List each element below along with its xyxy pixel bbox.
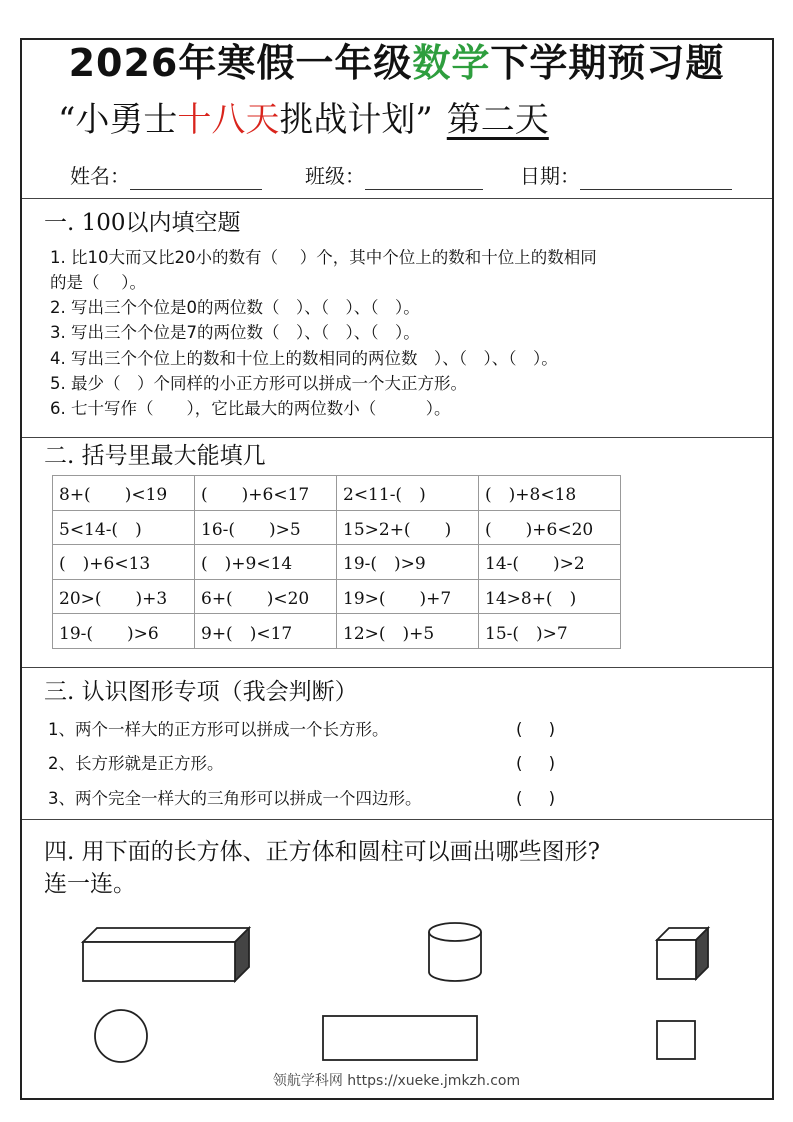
square-icon[interactable] <box>654 1018 698 1062</box>
question-3: 3. 写出三个个位是7的两位数（ ）、（ ）、（ ）。 <box>50 323 420 342</box>
name-field[interactable]: 姓名： <box>70 162 262 190</box>
table-cell[interactable]: ( )+8<18 <box>479 476 621 511</box>
table-cell[interactable]: 5<14-( ) <box>53 510 195 545</box>
table-cell[interactable]: 14>8+( ) <box>479 579 621 614</box>
answer-paren-1[interactable]: ( ) <box>516 720 556 739</box>
section3-title: 三. 认识图形专项（我会判断） <box>44 679 358 705</box>
page-subtitle: “小勇士十八天挑战计划” 第二天 <box>58 100 549 140</box>
table-cell[interactable]: 6+( )<20 <box>195 579 337 614</box>
table-row <box>53 579 621 614</box>
judge-item-2: 2、长方形就是正方形。 <box>48 754 224 773</box>
question-1-cont: 的是（ ）。 <box>50 273 146 292</box>
judge-item-1: 1、两个一样大的正方形可以拼成一个长方形。 <box>48 720 389 739</box>
question-2: 2. 写出三个个位是0的两位数（ ）、（ ）、（ ）。 <box>50 298 420 317</box>
table-row <box>53 545 621 580</box>
inequality-table <box>52 475 621 649</box>
table-cell[interactable]: 9+( )<17 <box>195 614 337 649</box>
cuboid-icon[interactable] <box>80 925 255 985</box>
page-title: 2026年寒假一年级数学下学期预习题 <box>68 41 725 85</box>
table-cell[interactable]: 19-( )>6 <box>53 614 195 649</box>
question-1: 1. 比10大而又比20小的数有（ ）个，其中个位上的数和十位上的数相同 <box>50 248 597 267</box>
cube-icon[interactable] <box>654 925 712 983</box>
rectangle-icon[interactable] <box>320 1013 480 1063</box>
table-cell[interactable]: 19-( )>9 <box>337 545 479 580</box>
watermark: 领航学科网 https://xueke.jmkzh.com <box>272 1073 521 1089</box>
table-cell[interactable]: 2<11-( ) <box>337 476 479 511</box>
table-cell[interactable]: ( )+6<13 <box>53 545 195 580</box>
answer-paren-2[interactable]: ( ) <box>516 754 556 773</box>
question-4: 4. 写出三个个位上的数和十位上的数相同的两位数 ）、（ ）、（ ）。 <box>50 349 558 368</box>
divider <box>22 667 772 668</box>
table-cell[interactable]: 16-( )>5 <box>195 510 337 545</box>
section2-title: 二. 括号里最大能填几 <box>44 443 266 469</box>
table-row <box>53 614 621 649</box>
cylinder-icon[interactable] <box>426 920 486 984</box>
table-cell[interactable]: 15>2+( ) <box>337 510 479 545</box>
table-cell[interactable]: 15-( )>7 <box>479 614 621 649</box>
table-cell[interactable]: ( )+6<17 <box>195 476 337 511</box>
question-5: 5. 最少（ ）个同样的小正方形可以拼成一个大正方形。 <box>50 374 467 393</box>
table-cell[interactable]: 12>( )+5 <box>337 614 479 649</box>
class-field[interactable]: 班级： <box>305 162 483 190</box>
divider <box>22 819 772 820</box>
circle-icon[interactable] <box>92 1007 150 1065</box>
question-6: 6. 七十写作（ ），它比最大的两位数小（ ）。 <box>50 399 451 418</box>
table-cell[interactable]: 20>( )+3 <box>53 579 195 614</box>
divider <box>22 437 772 438</box>
divider <box>22 198 772 199</box>
answer-paren-3[interactable]: ( ) <box>516 789 556 808</box>
section4-title: 四. 用下面的长方体、正方体和圆柱可以画出哪些图形? 连一连。 <box>44 839 600 897</box>
table-cell[interactable]: ( )+6<20 <box>479 510 621 545</box>
table-cell[interactable]: 14-( )>2 <box>479 545 621 580</box>
day-label: 第二天 <box>446 100 549 140</box>
judge-item-3: 3、两个完全一样大的三角形可以拼成一个四边形。 <box>48 789 422 808</box>
date-field[interactable]: 日期： <box>520 162 732 190</box>
section1-title: 一. 100以内填空题 <box>44 210 241 236</box>
table-cell[interactable]: ( )+9<14 <box>195 545 337 580</box>
table-cell[interactable]: 19>( )+7 <box>337 579 479 614</box>
table-cell[interactable]: 8+( )<19 <box>53 476 195 511</box>
table-row <box>53 510 621 545</box>
table-row <box>53 476 621 511</box>
